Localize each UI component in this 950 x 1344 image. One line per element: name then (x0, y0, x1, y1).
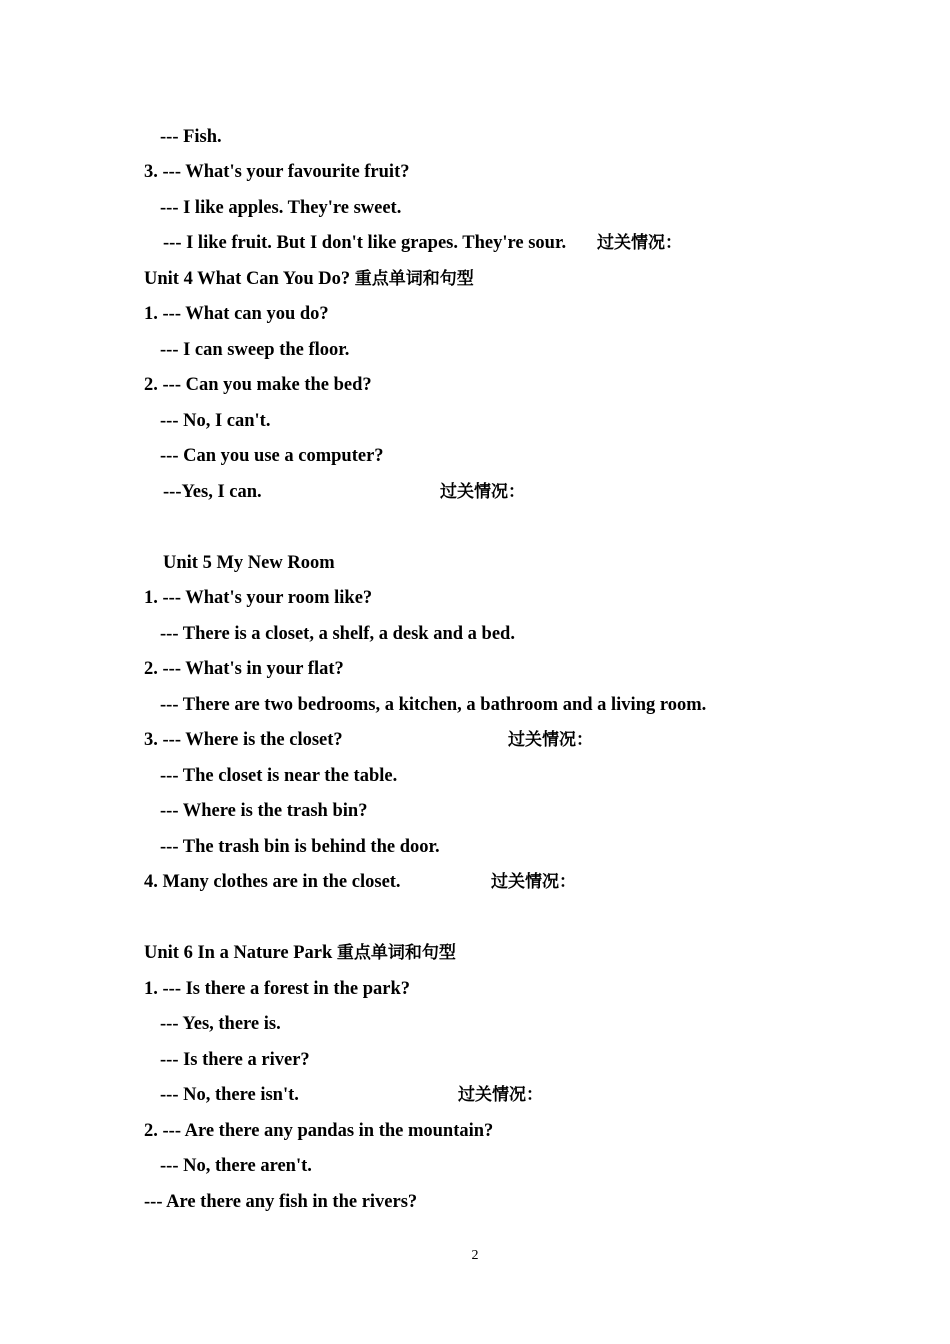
unit-heading (144, 941, 456, 965)
text-line: --- I like fruit. But I don't like grapes. They're sour. (163, 233, 567, 253)
key-points-label: 重点单词和句型 (336, 943, 456, 963)
unit-title: Unit 6 In a Nature Park (144, 943, 333, 963)
text-line: 2. --- Are there any pandas in the mountain? (144, 1121, 494, 1141)
unit-title: Unit 4 What Can You Do? (144, 269, 351, 289)
pass-status-label: 过关情况： (508, 730, 593, 750)
text-line: --- Where is the trash bin? (160, 801, 368, 821)
text-line: --- I like apples. They're sweet. (160, 198, 402, 218)
text-line: --- There are two bedrooms, a kitchen, a bathroom and a living room. (160, 695, 707, 715)
text-line: 1. --- What's your room like? (144, 588, 373, 608)
text-line: --- The closet is near the table. (160, 766, 398, 786)
text-line: --- Fish. (160, 127, 222, 147)
text-line: 2. --- Can you make the bed? (144, 375, 372, 395)
pass-status-label: 过关情况： (491, 872, 576, 892)
page-number: 2 (471, 1248, 479, 1263)
pass-status-label: 过关情况： (440, 482, 525, 502)
text-line: --- No, I can't. (160, 411, 271, 431)
text-line: 4. Many clothes are in the closet. (144, 872, 401, 892)
key-points-label: 重点单词和句型 (354, 269, 474, 289)
unit-heading: Unit 5 My New Room (163, 553, 335, 573)
text-line: --- Is there a river? (160, 1050, 310, 1070)
text-line: 2. --- What's in your flat? (144, 659, 344, 679)
pass-status-label: 过关情况： (458, 1085, 543, 1105)
pass-status-label: 过关情况： (597, 233, 682, 253)
text-line: --- No, there aren't. (160, 1156, 312, 1176)
text-line: --- Can you use a computer? (160, 446, 384, 466)
text-line: --- Yes, there is. (160, 1014, 281, 1034)
text-line: --- No, there isn't. (160, 1085, 299, 1105)
text-line: --- I can sweep the floor. (160, 340, 350, 360)
text-line: 1. --- Is there a forest in the park? (144, 979, 410, 999)
text-line: --- The trash bin is behind the door. (160, 837, 440, 857)
text-line: --- Are there any fish in the rivers? (144, 1192, 418, 1212)
text-line: --- There is a closet, a shelf, a desk and a bed. (160, 624, 515, 644)
text-line: 3. --- What's your favourite fruit? (144, 162, 410, 182)
unit-heading (144, 267, 474, 291)
text-line: 1. --- What can you do? (144, 304, 329, 324)
text-line: ---Yes, I can. (163, 482, 262, 502)
text-line: 3. --- Where is the closet? (144, 730, 343, 750)
